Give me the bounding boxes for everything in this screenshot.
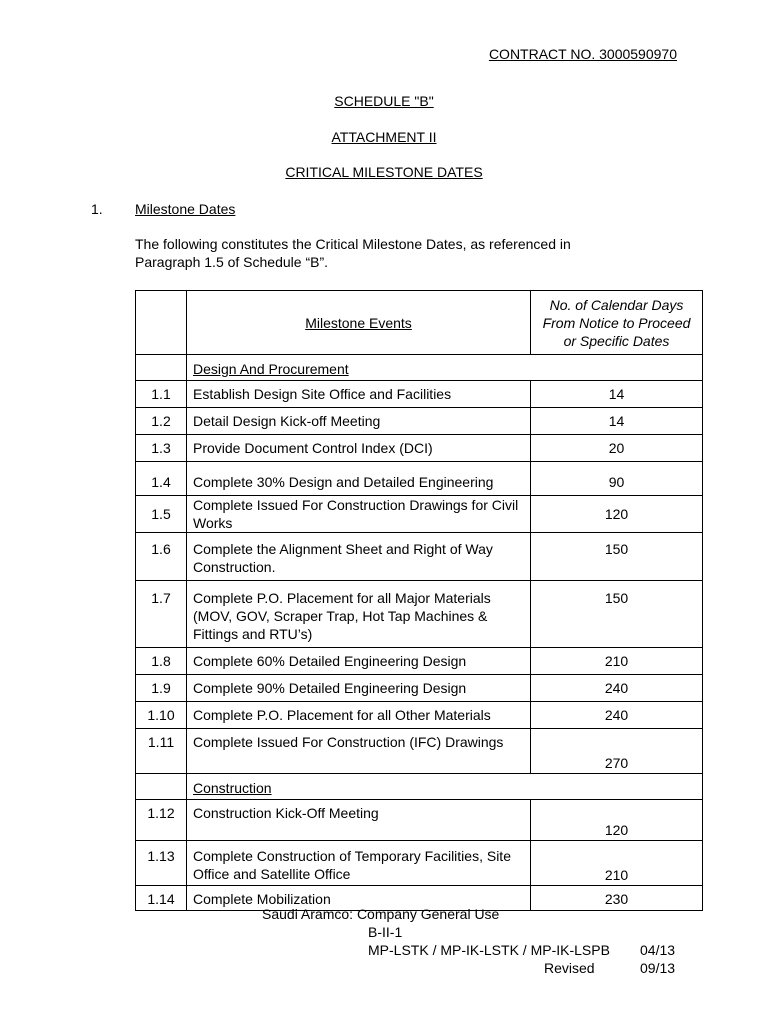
construction-label: Construction bbox=[193, 780, 272, 796]
row-number: 1.11 bbox=[136, 729, 187, 774]
table-row bbox=[136, 462, 703, 496]
row-number: 1.1 bbox=[136, 381, 187, 408]
row-days: 240 bbox=[531, 702, 703, 729]
section-number: 1. bbox=[91, 201, 103, 217]
schedule-heading: SCHEDULE "B" bbox=[334, 93, 434, 109]
table-row bbox=[136, 408, 703, 435]
row-event: Complete 30% Design and Detailed Engineering bbox=[187, 462, 531, 496]
row-event: Complete Mobilization bbox=[187, 886, 531, 911]
row-event: Complete 60% Detailed Engineering Design bbox=[187, 648, 531, 675]
row-event: Complete the Alignment Sheet and Right of Way Construction. bbox=[187, 533, 531, 581]
row-number: 1.6 bbox=[136, 533, 187, 581]
footer-revised-date: 09/13 bbox=[640, 960, 676, 976]
attachment-heading: ATTACHMENT II bbox=[331, 129, 437, 145]
row-number: 1.7 bbox=[136, 581, 187, 648]
row-days: 230 bbox=[531, 886, 703, 911]
table-row bbox=[136, 800, 703, 841]
table-row bbox=[136, 702, 703, 729]
row-days: 120 bbox=[531, 496, 703, 533]
table-row bbox=[136, 496, 703, 533]
table-row bbox=[136, 729, 703, 774]
table-row bbox=[136, 841, 703, 886]
group-row-design bbox=[136, 355, 703, 381]
row-number: 1.12 bbox=[136, 800, 187, 841]
table-row bbox=[136, 675, 703, 702]
row-number: 1.8 bbox=[136, 648, 187, 675]
table-row bbox=[136, 435, 703, 462]
table-row bbox=[136, 533, 703, 581]
row-days: 14 bbox=[531, 381, 703, 408]
design-procurement-label: Design And Procurement bbox=[193, 361, 349, 377]
footer-form-code: MP-LSTK / MP-IK-LSTK / MP-IK-LSPB bbox=[368, 942, 610, 958]
row-event: Complete Construction of Temporary Facilities, Site Office and Satellite Office bbox=[187, 841, 531, 886]
table-row bbox=[136, 381, 703, 408]
group-row-construction bbox=[136, 774, 703, 800]
group-label-design bbox=[187, 355, 703, 381]
row-number: 1.4 bbox=[136, 462, 187, 496]
row-days: 210 bbox=[531, 841, 703, 886]
header-calendar-days: No. of Calendar Days From Notice to Proceed or Specific Dates bbox=[531, 291, 703, 355]
group-num-cell bbox=[136, 774, 187, 800]
section-title: Milestone Dates bbox=[135, 201, 236, 217]
footer-form-date: 04/13 bbox=[640, 942, 676, 958]
header-num-cell bbox=[136, 291, 187, 355]
row-event: Complete P.O. Placement for all Other Materials bbox=[187, 702, 531, 729]
row-days: 210 bbox=[531, 648, 703, 675]
row-event: Construction Kick-Off Meeting bbox=[187, 800, 531, 841]
row-number: 1.10 bbox=[136, 702, 187, 729]
row-event: Detail Design Kick-off Meeting bbox=[187, 408, 531, 435]
milestone-events-label: Milestone Events bbox=[305, 314, 412, 331]
row-event: Complete Issued For Construction Drawings for Civil Works bbox=[187, 496, 531, 533]
row-event: Establish Design Site Office and Facilities bbox=[187, 381, 531, 408]
row-days: 90 bbox=[531, 462, 703, 496]
row-days: 150 bbox=[531, 581, 703, 648]
footer-revised-label: Revised bbox=[544, 960, 595, 976]
group-label-construction bbox=[187, 774, 703, 800]
row-number: 1.9 bbox=[136, 675, 187, 702]
milestone-table bbox=[135, 290, 703, 911]
row-number: 1.2 bbox=[136, 408, 187, 435]
row-number: 1.5 bbox=[136, 496, 187, 533]
row-days: 240 bbox=[531, 675, 703, 702]
row-number: 1.13 bbox=[136, 841, 187, 886]
row-days: 14 bbox=[531, 408, 703, 435]
row-days: 20 bbox=[531, 435, 703, 462]
group-num-cell bbox=[136, 355, 187, 381]
header-milestone-events bbox=[187, 291, 531, 355]
contract-number: CONTRACT NO. 3000590970 bbox=[488, 46, 677, 62]
row-event: Complete Issued For Construction (IFC) Drawings bbox=[187, 729, 531, 774]
row-days: 150 bbox=[531, 533, 703, 581]
footer-classification: Saudi Aramco: Company General Use bbox=[262, 906, 500, 922]
row-event: Complete 90% Detailed Engineering Design bbox=[187, 675, 531, 702]
row-days: 270 bbox=[531, 729, 703, 774]
intro-paragraph: The following constitutes the Critical Milestone Dates, as referenced in Paragraph 1.5 of Schedule “B”. bbox=[135, 236, 571, 270]
row-days: 120 bbox=[531, 800, 703, 841]
footer-page-number: B-II-1 bbox=[368, 924, 403, 940]
table-header-row bbox=[136, 291, 703, 355]
row-number: 1.14 bbox=[136, 886, 187, 911]
row-event: Complete P.O. Placement for all Major Materials (MOV, GOV, Scraper Trap, Hot Tap Machines & Fittings and RTU’s) bbox=[187, 581, 531, 648]
row-event: Provide Document Control Index (DCI) bbox=[187, 435, 531, 462]
page-title: CRITICAL MILESTONE DATES bbox=[285, 164, 483, 180]
row-number: 1.3 bbox=[136, 435, 187, 462]
table-row bbox=[136, 648, 703, 675]
table-row bbox=[136, 581, 703, 648]
